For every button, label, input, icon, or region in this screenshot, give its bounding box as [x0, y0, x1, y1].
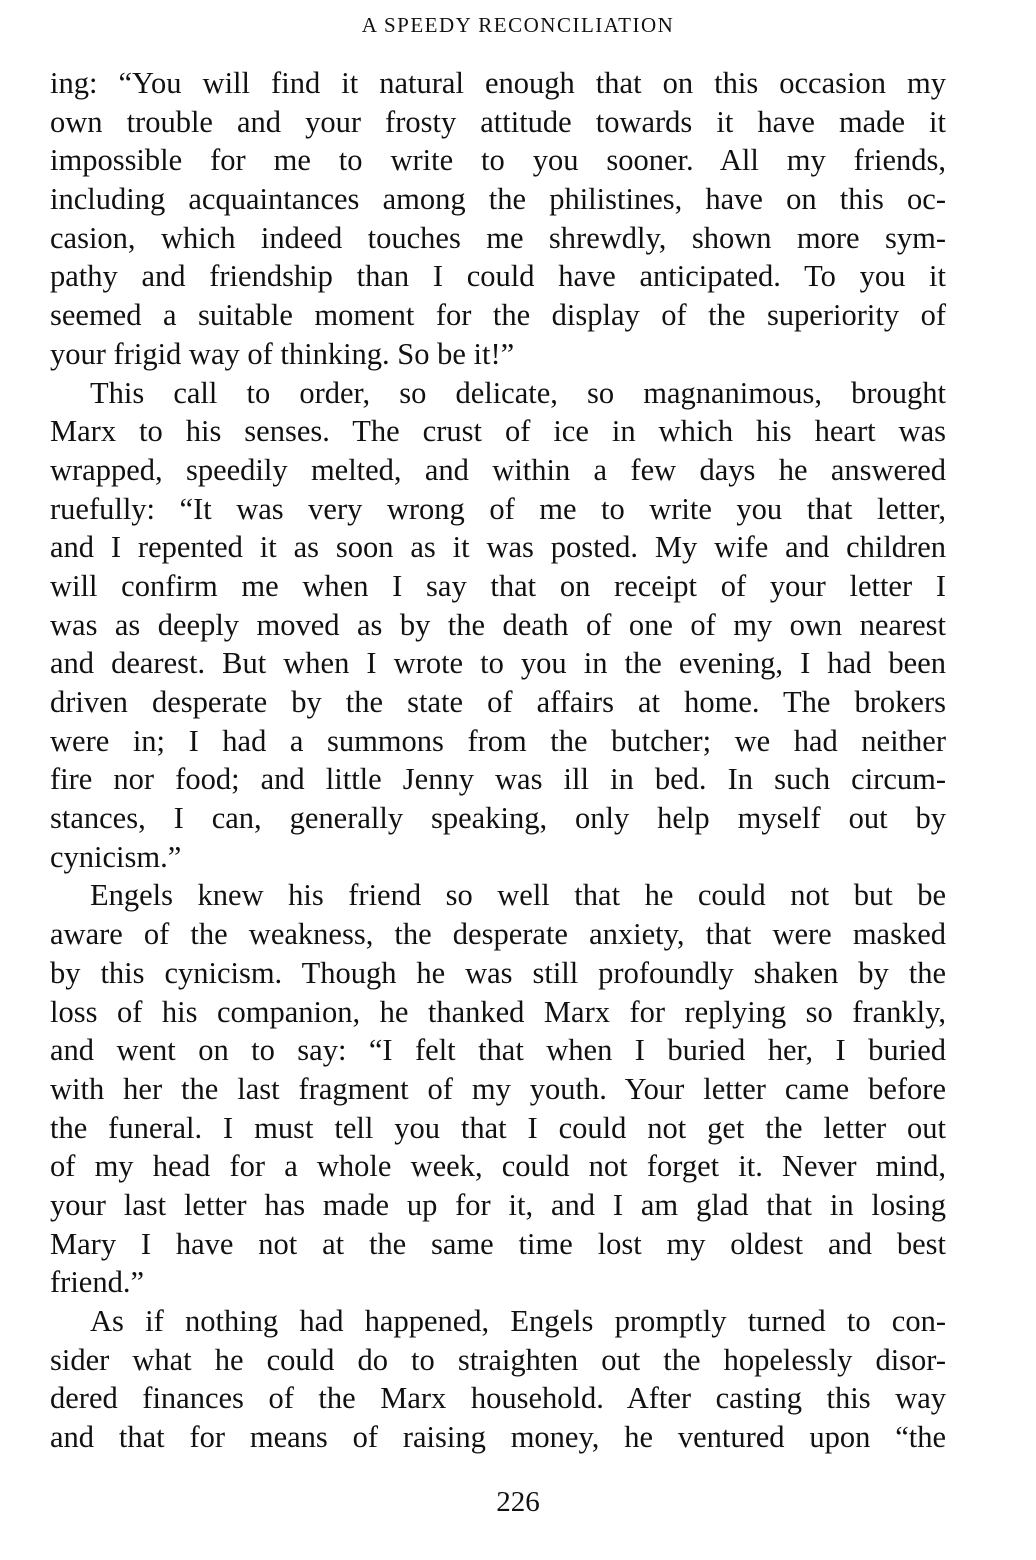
text-line: and dearest. But when I wrote to you in the evening, I had been [50, 646, 946, 681]
text-line: aware of the weakness, the desperate anxiety, that were masked [50, 917, 946, 952]
text-line: Marx to his senses. The crust of ice in which his heart was [50, 414, 946, 449]
text-line: ing: “You will find it natural enough that on this occasion my [50, 66, 946, 100]
text-line: Engels knew his friend so well that he could not but be [90, 878, 946, 913]
text-line: will confirm me when I say that on receipt of your letter I [50, 568, 946, 603]
text-line: cynicism.” [50, 839, 182, 874]
body-text [50, 64, 946, 1457]
page-number: 226 [496, 1486, 540, 1518]
text-line: casion, which indeed touches me shrewdly, shown more sym- [50, 220, 946, 255]
text-line: driven desperate by the state of affairs at home. The brokers [50, 685, 946, 719]
text-line: fire nor food; and little Jenny was ill in bed. In such circum- [50, 762, 946, 797]
text-line: sider what he could do to straighten out the hopelessly disor- [50, 1342, 946, 1377]
text-line: including acquaintances among the philistines, have on this oc- [50, 182, 946, 217]
text-line: were in; I had a summons from the butcher; we had neither [50, 723, 946, 758]
text-line: loss of his companion, he thanked Marx for replying so frankly, [50, 994, 946, 1029]
text-line: the funeral. I must tell you that I could not get the letter out [50, 1110, 946, 1145]
text-line: dered finances of the Marx household. After casting this way [50, 1381, 946, 1416]
text-line: own trouble and your frosty attitude towards it have made it [50, 104, 946, 139]
text-line: Mary I have not at the same time lost my oldest and best [50, 1226, 946, 1261]
text-line: your last letter has made up for it, and I am glad that in losing [50, 1187, 946, 1222]
text-line: seemed a suitable moment for the display of the superiority of [50, 298, 946, 333]
text-line: This call to order, so delicate, so magnanimous, brought [90, 375, 946, 410]
text-line: with her the last fragment of my youth. Your letter came before [50, 1071, 946, 1106]
text-line: wrapped, speedily melted, and within a few days he answered [50, 452, 946, 487]
text-line: stances, I can, generally speaking, only help myself out by [50, 801, 946, 836]
text-line: and that for means of raising money, he ventured upon “the [50, 1420, 946, 1455]
text-line: friend.” [50, 1265, 144, 1300]
text-line: your frigid way of thinking. So be it!” [50, 336, 515, 371]
text-line: impossible for me to write to you sooner. All my friends, [50, 143, 946, 178]
text-line: of my head for a whole week, could not forget it. Never mind, [50, 1149, 946, 1184]
text-line: As if nothing had happened, Engels promptly turned to con- [90, 1304, 946, 1338]
running-head: A SPEEDY RECONCILIATION [361, 13, 675, 37]
text-line: and I repented it as soon as it was posted. My wife and children [50, 530, 946, 565]
text-line: by this cynicism. Though he was still profoundly shaken by the [50, 955, 946, 990]
text-line: was as deeply moved as by the death of one of my own nearest [50, 607, 946, 642]
text-line: pathy and friendship than I could have anticipated. To you it [50, 259, 946, 294]
text-line: ruefully: “It was very wrong of me to write you that letter, [50, 491, 946, 526]
text-line: and went on to say: “I felt that when I buried her, I buried [50, 1033, 946, 1068]
